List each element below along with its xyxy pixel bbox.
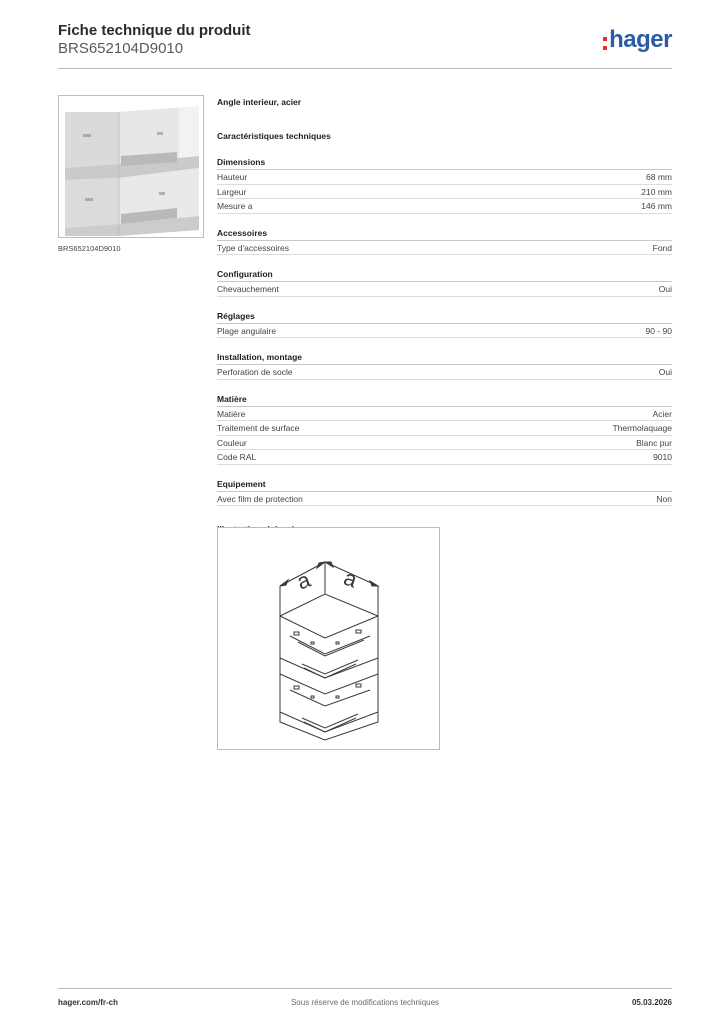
footer-date: 05.03.2026 (631, 998, 672, 1007)
photo-caption: BRS652104D9010 (58, 244, 121, 253)
section-title: Dimensions (217, 155, 672, 170)
spec-row: Hauteur 68 mm (217, 170, 672, 185)
section-title: Configuration (217, 267, 672, 282)
spec-row: Plage angulaire 90 - 90 (217, 324, 672, 339)
section-title: Réglages (217, 309, 672, 324)
dimension-label-a-left: a (293, 566, 314, 595)
spec-row: Largeur 210 mm (217, 185, 672, 200)
spec-row: Matière Acier (217, 407, 672, 422)
spec-row: Traitement de surface Thermolaquage (217, 421, 672, 436)
footer-disclaimer: Sous réserve de modifications techniques (290, 998, 440, 1007)
section-configuration (217, 267, 672, 297)
page-header (58, 22, 672, 69)
spec-row: Code RAL 9010 (217, 450, 672, 465)
section-title: Installation, montage (217, 350, 672, 365)
logo-text: hager (609, 26, 672, 53)
page-title: Fiche technique du produit (58, 22, 251, 39)
section-dimensions (217, 155, 672, 214)
corner-piece-photo-icon (59, 96, 203, 237)
section-title: Accessoires (217, 226, 672, 241)
brand-logo (603, 26, 672, 54)
specifications (217, 95, 672, 536)
corner-dimension-drawing-icon (218, 528, 439, 749)
spec-row: Perforation de socle Oui (217, 365, 672, 380)
dimension-label-a-right: a (340, 564, 361, 593)
page-footer (58, 988, 672, 1010)
product-name: Angle interieur, acier (217, 97, 302, 107)
section-equipement (217, 477, 672, 507)
section-accessoires (217, 226, 672, 256)
specs-heading: Caractéristiques techniques (217, 131, 331, 141)
spec-row: Type d'accessoires Fond (217, 241, 672, 256)
technical-drawing (217, 527, 440, 750)
section-title: Equipement (217, 477, 672, 492)
product-photo (58, 95, 204, 238)
product-reference: BRS652104D9010 (58, 40, 184, 57)
section-installation (217, 350, 672, 380)
spec-row: Couleur Blanc pur (217, 436, 672, 451)
logo-dots-icon (603, 37, 607, 50)
spec-row: Mesure a 146 mm (217, 199, 672, 214)
spec-row: Avec film de protection Non (217, 492, 672, 507)
section-reglages (217, 309, 672, 339)
section-title: Matière (217, 392, 672, 407)
footer-website-link[interactable]: hager.com/fr-ch (58, 998, 119, 1007)
section-matiere (217, 392, 672, 465)
spec-row: Chevauchement Oui (217, 282, 672, 297)
